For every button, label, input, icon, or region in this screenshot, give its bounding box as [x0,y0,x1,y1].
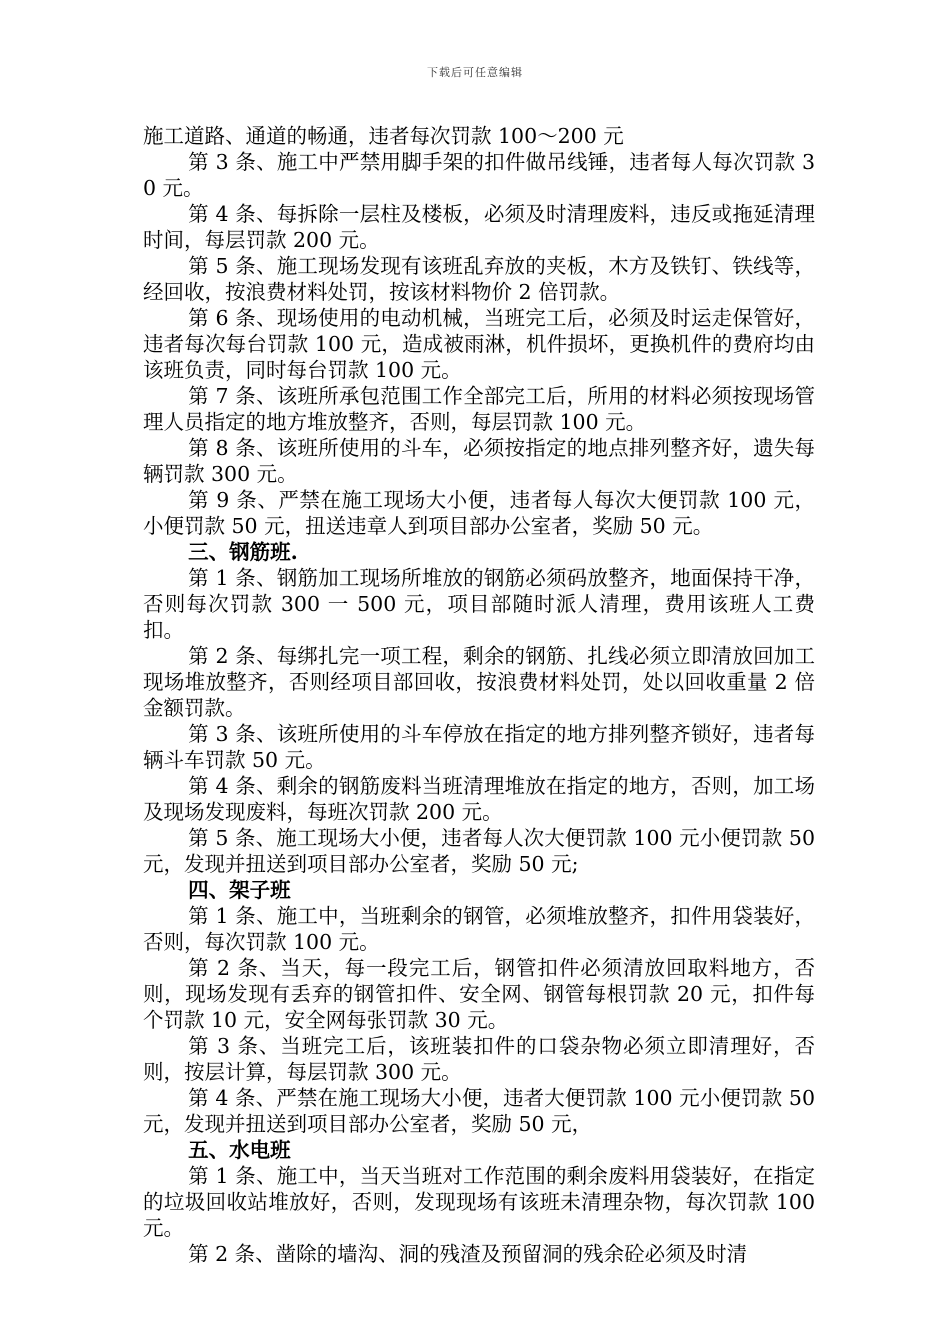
clause-paragraph: 第 3 条、当班完工后，该班装扣件的口袋杂物必须立即清理好，否则，按层计算，每层罚款 300 元。 [143,1034,815,1084]
clause-paragraph: 第 6 条、现场使用的电动机械，当班完工后，必须及时运走保管好，违者每次每台罚款 100 元，造成被雨淋，机件损坏，更换机件的费府均由该班负责，同时每台罚款 100 元。 [143,306,815,382]
clause-paragraph: 第 9 条、严禁在施工现场大小便，违者每人每次大便罚款 100 元，小便罚款 50 元，扭送违章人到项目部办公室者，奖励 50 元。 [143,488,815,538]
clause-paragraph: 第 8 条、该班所使用的斗车，必须按指定的地点排列整齐好，遗失每辆罚款 300 元。 [143,436,815,486]
clause-paragraph: 第 7 条、该班所承包范围工作全部完工后，所用的材料必须按现场管理人员指定的地方堆放整齐，否则，每层罚款 100 元。 [143,384,815,434]
clause-paragraph: 第 1 条、施工中，当班剩余的钢管，必须堆放整齐，扣件用袋装好，否则，每次罚款 100 元。 [143,904,815,954]
clause-paragraph: 第 2 条、凿除的墙沟、洞的残渣及预留洞的残余砼必须及时清 [188,1242,748,1266]
clause-paragraph: 第 1 条、钢筋加工现场所堆放的钢筋必须码放整齐，地面保持干净，否则每次罚款 300 一 500 元，项目部随时派人清理，费用该班人工费扣。 [143,566,815,642]
clause-paragraph: 第 4 条、严禁在施工现场大小便，违者大便罚款 100 元小便罚款 50 元，发现并扭送到项目部办公室者，奖励 50 元， [143,1086,815,1136]
clause-paragraph: 第 5 条、施工现场大小便，违者每人次大便罚款 100 元小便罚款 50 元，发现并扭送到项目部办公室者，奖励 50 元; [143,826,815,876]
clause-paragraph: 第 5 条、施工现场发现有该班乱弃放的夹板，木方及铁钉、铁线等，经回收，按浪费材料处罚，按该材料物价 2 倍罚款。 [143,254,815,304]
document-body [143,123,815,1267]
clause-paragraph: 第 3 条、该班所使用的斗车停放在指定的地方排列整齐锁好，违者每辆斗车罚款 50 元。 [143,722,815,772]
clause-paragraph: 第 4 条、每拆除一层柱及楼板，必须及时清理废料，违反或拖延清理时间，每层罚款 200 元。 [143,202,815,252]
section-heading: 三、钢筋班. [188,540,298,564]
section-heading: 五、水电班 [188,1138,291,1162]
page-header: 下载后可任意编辑 [427,66,523,79]
clause-paragraph: 第 1 条、施工中，当天当班对工作范围的剩余废料用袋装好，在指定的垃圾回收站堆放好，否则，发现现场有该班未清理杂物，每次罚款 100 元。 [143,1164,815,1240]
section-heading: 四、架子班 [188,878,291,902]
clause-paragraph: 第 4 条、剩余的钢筋废料当班清理堆放在指定的地方，否则，加工场及现场发现废料，每班次罚款 200 元。 [143,774,815,824]
clause-paragraph: 第 2 条、当天，每一段完工后，钢管扣件必须清放回取料地方，否则，现场发现有丢弃的钢管扣件、安全网、钢管每根罚款 20 元，扣件每个罚款 10 元，安全网每张罚款 30 元。 [143,956,815,1032]
clause-paragraph: 第 3 条、施工中严禁用脚手架的扣件做吊线锤，违者每人每次罚款 30 元。 [143,150,815,200]
clause-paragraph: 第 2 条、每绑扎完一项工程，剩余的钢筋、扎线必须立即清放回加工现场堆放整齐，否则经项目部回收，按浪费材料处罚，处以回收重量 2 倍金额罚款。 [143,644,815,720]
paragraph: 施工道路、通道的畅通，违者每次罚款 100～200 元 [143,124,624,148]
